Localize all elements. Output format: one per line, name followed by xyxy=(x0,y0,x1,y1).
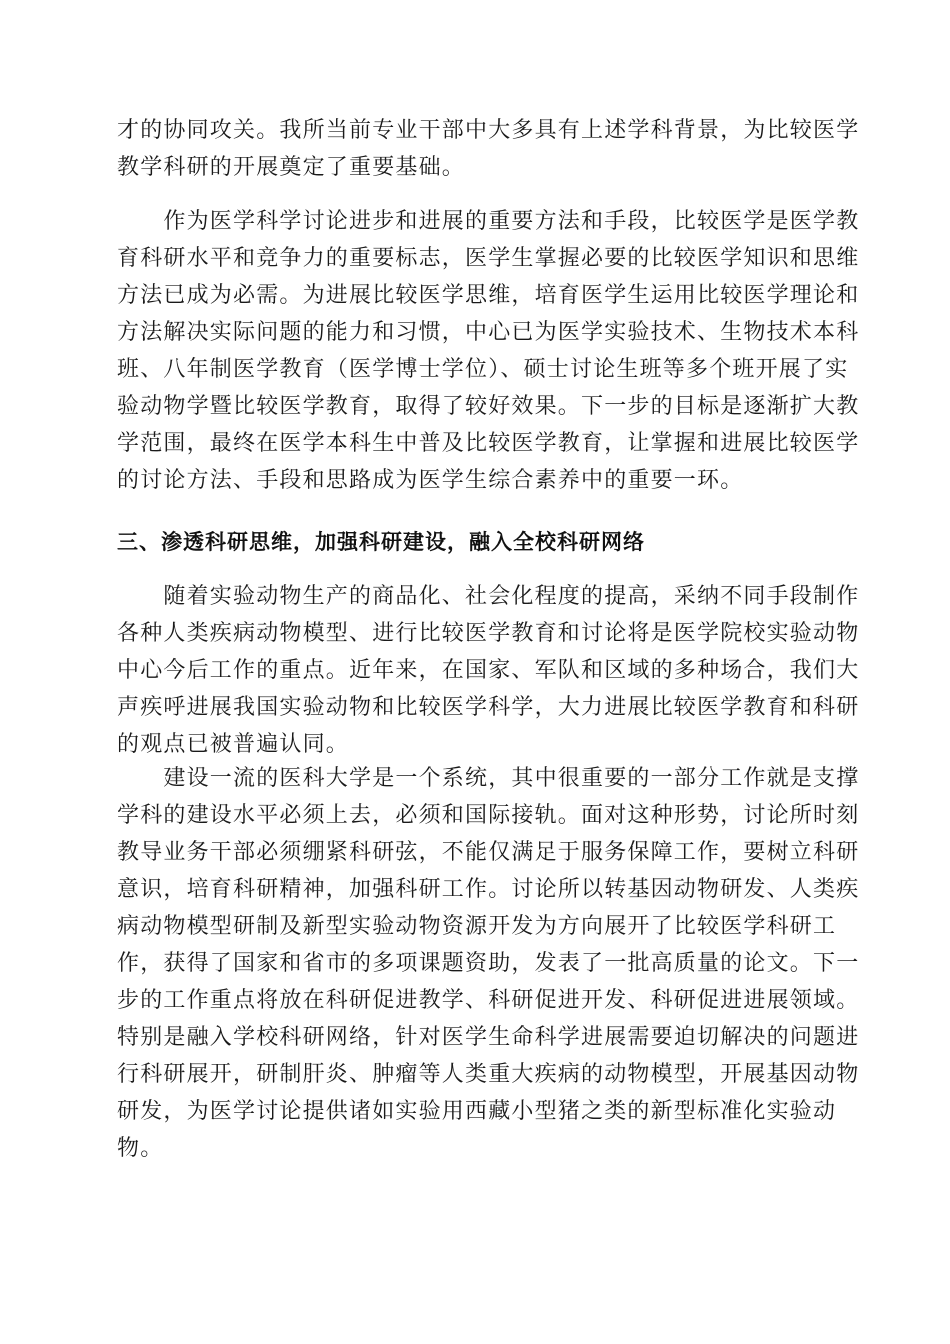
text-line: 教学科研的开展奠定了重要基础。 xyxy=(117,155,466,180)
text-line: 声疾呼进展我国实验动物和比较医学科学，大力进展比较医学教育和科研 xyxy=(117,695,860,720)
text-line: 的观点已被普遍认同。 xyxy=(117,732,350,757)
paragraph-4 xyxy=(117,760,860,1167)
text-line: 育科研水平和竞争力的重要标志，医学生掌握必要的比较医学知识和思维 xyxy=(117,246,860,271)
paragraph-1 xyxy=(117,112,860,186)
text-line: 意识，培育科研精神，加强科研工作。讨论所以转基因动物研发、人类疾 xyxy=(117,877,860,902)
text-line: 班、八年制医学教育（医学博士学位）、硕士讨论生班等多个班开展了实 xyxy=(117,357,849,382)
text-line: 学范围，最终在医学本科生中普及比较医学教育，让掌握和进展比较医学 xyxy=(117,431,860,456)
text-line: 各种人类疾病动物模型、进行比较医学教育和讨论将是医学院校实验动物 xyxy=(117,621,860,646)
paragraph-3 xyxy=(117,578,860,763)
text-line: 中心今后工作的重点。近年来，在国家、军队和区域的多种场合，我们大 xyxy=(117,658,860,683)
text-line: 方法解决实际问题的能力和习惯，中心已为医学实验技术、生物技术本科 xyxy=(117,320,860,345)
text-line: 研发，为医学讨论提供诸如实验用西藏小型猪之类的新型标准化实验动 xyxy=(117,1099,837,1124)
text-line: 作，获得了国家和省市的多项课题资助，发表了一批高质量的论文。下一 xyxy=(117,951,860,976)
text-line: 物。 xyxy=(117,1136,164,1161)
text-line: 验动物学暨比较医学教育，取得了较好效果。下一步的目标是逐渐扩大教 xyxy=(117,394,860,419)
text-line: 行科研展开，研制肝炎、肿瘤等人类重大疾病的动物模型，开展基因动物 xyxy=(117,1062,860,1087)
text-line: 学科的建设水平必须上去，必须和国际接轨。面对这种形势，讨论所时刻 xyxy=(117,803,860,828)
text-line: 步的工作重点将放在科研促进教学、科研促进开发、科研促进进展领域。 xyxy=(117,988,860,1013)
text-line: 教导业务干部必须绷紧科研弦，不能仅满足于服务保障工作，要树立科研 xyxy=(117,840,860,865)
paragraph-2 xyxy=(117,203,860,499)
text-line: 作为医学科学讨论进步和进展的重要方法和手段，比较医学是医学教 xyxy=(117,209,860,234)
text-line: 随着实验动物生产的商品化、社会化程度的提高，采纳不同手段制作 xyxy=(117,584,860,609)
text-line: 特别是融入学校科研网络，针对医学生命科学进展需要迫切解决的问题进 xyxy=(117,1025,860,1050)
text-line: 的讨论方法、手段和思路成为医学生综合素养中的重要一环。 xyxy=(117,468,744,493)
text-line: 方法已成为必需。为进展比较医学思维，培育医学生运用比较医学理论和 xyxy=(117,283,860,308)
text-line: 病动物模型研制及新型实验动物资源开发为方向展开了比较医学科研工 xyxy=(117,914,837,939)
section-heading: 三、渗透科研思维，加强科研建设，融入全校科研网络 xyxy=(117,530,645,554)
text-line: 建设一流的医科大学是一个系统，其中很重要的一部分工作就是支撑 xyxy=(117,766,860,791)
text-line: 才的协同攻关。我所当前专业干部中大多具有上述学科背景，为比较医学 xyxy=(117,118,860,143)
